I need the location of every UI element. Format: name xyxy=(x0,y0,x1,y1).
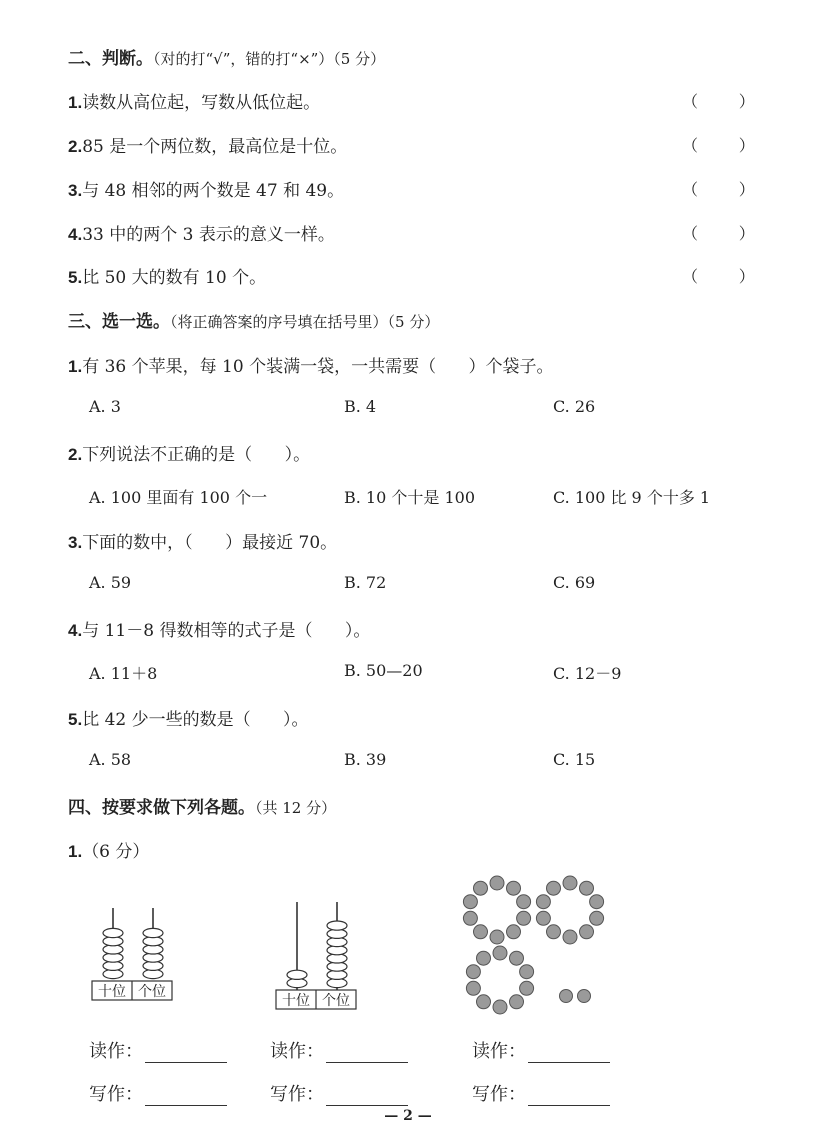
section-3-heading xyxy=(68,307,439,332)
bead xyxy=(517,895,531,909)
bead xyxy=(477,951,491,965)
abacus-beads-tens xyxy=(287,970,307,987)
question-number: 3. xyxy=(68,533,83,552)
item-text: 比 50 大的数有 10 个。 xyxy=(82,268,267,288)
answer-blank[interactable] xyxy=(326,1087,408,1106)
choice-question xyxy=(68,705,309,730)
bead xyxy=(580,881,594,895)
question-text: 下列说法不正确的是（ ）。 xyxy=(82,445,311,465)
bead xyxy=(520,981,534,995)
answer-option: A. 59 xyxy=(89,573,132,592)
bead xyxy=(474,881,488,895)
answer-option: B. 10 个十是 100 xyxy=(344,488,476,507)
bead xyxy=(510,951,524,965)
bead xyxy=(466,965,480,979)
read-as-3 xyxy=(472,1037,610,1063)
bead xyxy=(490,930,504,944)
bead-ring xyxy=(536,876,603,944)
bead xyxy=(563,930,577,944)
item-number: 3. xyxy=(68,181,83,200)
write-label: 写作： xyxy=(270,1084,324,1105)
question-number: 1. xyxy=(68,357,83,376)
read-label: 读作： xyxy=(472,1041,526,1062)
answer-blank[interactable] xyxy=(528,1044,610,1063)
answer-parentheses[interactable]: （ ） xyxy=(682,224,755,243)
abacus-label-tens: 十位 xyxy=(98,984,126,1000)
question-text: 有 36 个苹果，每 10 个装满一袋，一共需要（ ）个袋子。 xyxy=(82,357,554,377)
answer-blank[interactable] xyxy=(326,1044,408,1063)
judgement-item xyxy=(68,220,335,245)
read-as-2 xyxy=(270,1037,408,1063)
answer-option: B. 4 xyxy=(344,397,377,416)
bead xyxy=(466,981,480,995)
abacus-1 xyxy=(86,902,181,1004)
answer-option: A. 11＋8 xyxy=(89,664,158,683)
read-as-1 xyxy=(89,1037,227,1063)
abacus-beads-ones xyxy=(143,928,163,978)
bead xyxy=(563,876,577,890)
write-as-2 xyxy=(270,1080,408,1106)
judgement-item xyxy=(68,263,266,288)
item-text: 与 48 相邻的两个数是 47 和 49。 xyxy=(82,181,345,201)
question-text: （6 分） xyxy=(82,842,150,862)
abacus-beads-tens xyxy=(103,928,123,978)
bead xyxy=(517,911,531,925)
bead xyxy=(507,925,521,939)
question-text: 比 42 少一些的数是（ ）。 xyxy=(82,710,309,730)
section-4-note: （共 12 分） xyxy=(255,799,337,817)
abacus-2 xyxy=(270,898,365,1013)
write-as-1 xyxy=(89,1080,227,1106)
abacus-label-ones: 个位 xyxy=(138,984,166,1000)
bead xyxy=(590,911,604,925)
answer-parentheses[interactable]: （ ） xyxy=(682,92,755,111)
judgement-item xyxy=(68,132,347,157)
page-number: — 2 — xyxy=(384,1108,432,1124)
abacus-bead xyxy=(143,928,163,937)
bead-ring xyxy=(463,876,530,944)
bead-rings-picture xyxy=(455,875,625,1015)
abacus-beads-ones xyxy=(327,921,347,988)
bead xyxy=(474,925,488,939)
loose-bead xyxy=(560,990,573,1003)
choice-question xyxy=(68,440,310,465)
write-as-3 xyxy=(472,1080,610,1106)
read-label: 读作： xyxy=(89,1041,143,1062)
bead xyxy=(580,925,594,939)
question-number: 5. xyxy=(68,710,83,729)
read-label: 读作： xyxy=(270,1041,324,1062)
bead xyxy=(463,895,477,909)
question-text: 与 11－8 得数相等的式子是（ ）。 xyxy=(82,621,371,641)
bead xyxy=(510,995,524,1009)
bead xyxy=(536,895,550,909)
abacus-label-tens: 十位 xyxy=(282,993,310,1009)
item-number: 1. xyxy=(68,93,83,112)
choice-question xyxy=(68,528,337,553)
item-text: 33 中的两个 3 表示的意义一样。 xyxy=(82,225,335,245)
answer-option: A. 100 里面有 100 个一 xyxy=(89,488,268,507)
answer-option: C. 15 xyxy=(553,750,596,769)
item-text: 读数从高位起，写数从低位起。 xyxy=(82,93,321,113)
bead xyxy=(547,881,561,895)
section-2-heading xyxy=(68,44,385,69)
section-2-title: 二、判断。 xyxy=(68,49,153,69)
question-number: 2. xyxy=(68,445,83,464)
answer-blank[interactable] xyxy=(145,1044,227,1063)
abacus-label-ones: 个位 xyxy=(322,993,350,1009)
abacus-bead xyxy=(327,921,347,930)
bead xyxy=(590,895,604,909)
section-4-heading xyxy=(68,793,336,818)
section-4-question-1 xyxy=(68,837,149,862)
section-3-title: 三、选一选。 xyxy=(68,312,170,332)
answer-blank[interactable] xyxy=(528,1087,610,1106)
section-3-note: （将正确答案的序号填在括号里）（5 分） xyxy=(170,313,440,331)
bead xyxy=(493,946,507,960)
choice-question xyxy=(68,616,370,641)
bead xyxy=(490,876,504,890)
abacus-bead xyxy=(103,928,123,937)
bead xyxy=(547,925,561,939)
answer-option: C. 100 比 9 个十多 1 xyxy=(553,488,711,507)
abacus-bead xyxy=(287,970,307,979)
item-number: 4. xyxy=(68,225,83,244)
judgement-item xyxy=(68,88,320,113)
answer-parentheses[interactable]: （ ） xyxy=(682,267,755,286)
item-text: 85 是一个两位数，最高位是十位。 xyxy=(82,137,348,157)
judgement-item xyxy=(68,176,344,201)
answer-parentheses[interactable]: （ ） xyxy=(682,136,755,155)
loose-bead xyxy=(578,990,591,1003)
write-label: 写作： xyxy=(472,1084,526,1105)
answer-option: B. 39 xyxy=(344,750,387,769)
answer-option: B. 50—20 xyxy=(344,661,423,680)
bead xyxy=(536,911,550,925)
item-number: 2. xyxy=(68,137,83,156)
answer-option: C. 12－9 xyxy=(553,664,622,683)
question-number: 1. xyxy=(68,842,83,861)
answer-parentheses[interactable]: （ ） xyxy=(682,180,755,199)
bead xyxy=(507,881,521,895)
bead xyxy=(520,965,534,979)
bead-ring xyxy=(466,946,533,1014)
write-label: 写作： xyxy=(89,1084,143,1105)
answer-option: A. 58 xyxy=(89,750,132,769)
bead xyxy=(477,995,491,1009)
bead xyxy=(493,1000,507,1014)
bead xyxy=(463,911,477,925)
item-number: 5. xyxy=(68,268,83,287)
section-2-note: （对的打“√”，错的打“×”）（5 分） xyxy=(153,50,386,68)
section-4-title: 四、按要求做下列各题。 xyxy=(68,798,255,818)
answer-option: B. 72 xyxy=(344,573,387,592)
answer-option: C. 26 xyxy=(553,397,596,416)
answer-option: C. 69 xyxy=(553,573,596,592)
answer-option: A. 3 xyxy=(89,397,121,416)
question-number: 4. xyxy=(68,621,83,640)
question-text: 下面的数中，（ ）最接近 70。 xyxy=(82,533,338,553)
answer-blank[interactable] xyxy=(145,1087,227,1106)
choice-question xyxy=(68,352,554,377)
